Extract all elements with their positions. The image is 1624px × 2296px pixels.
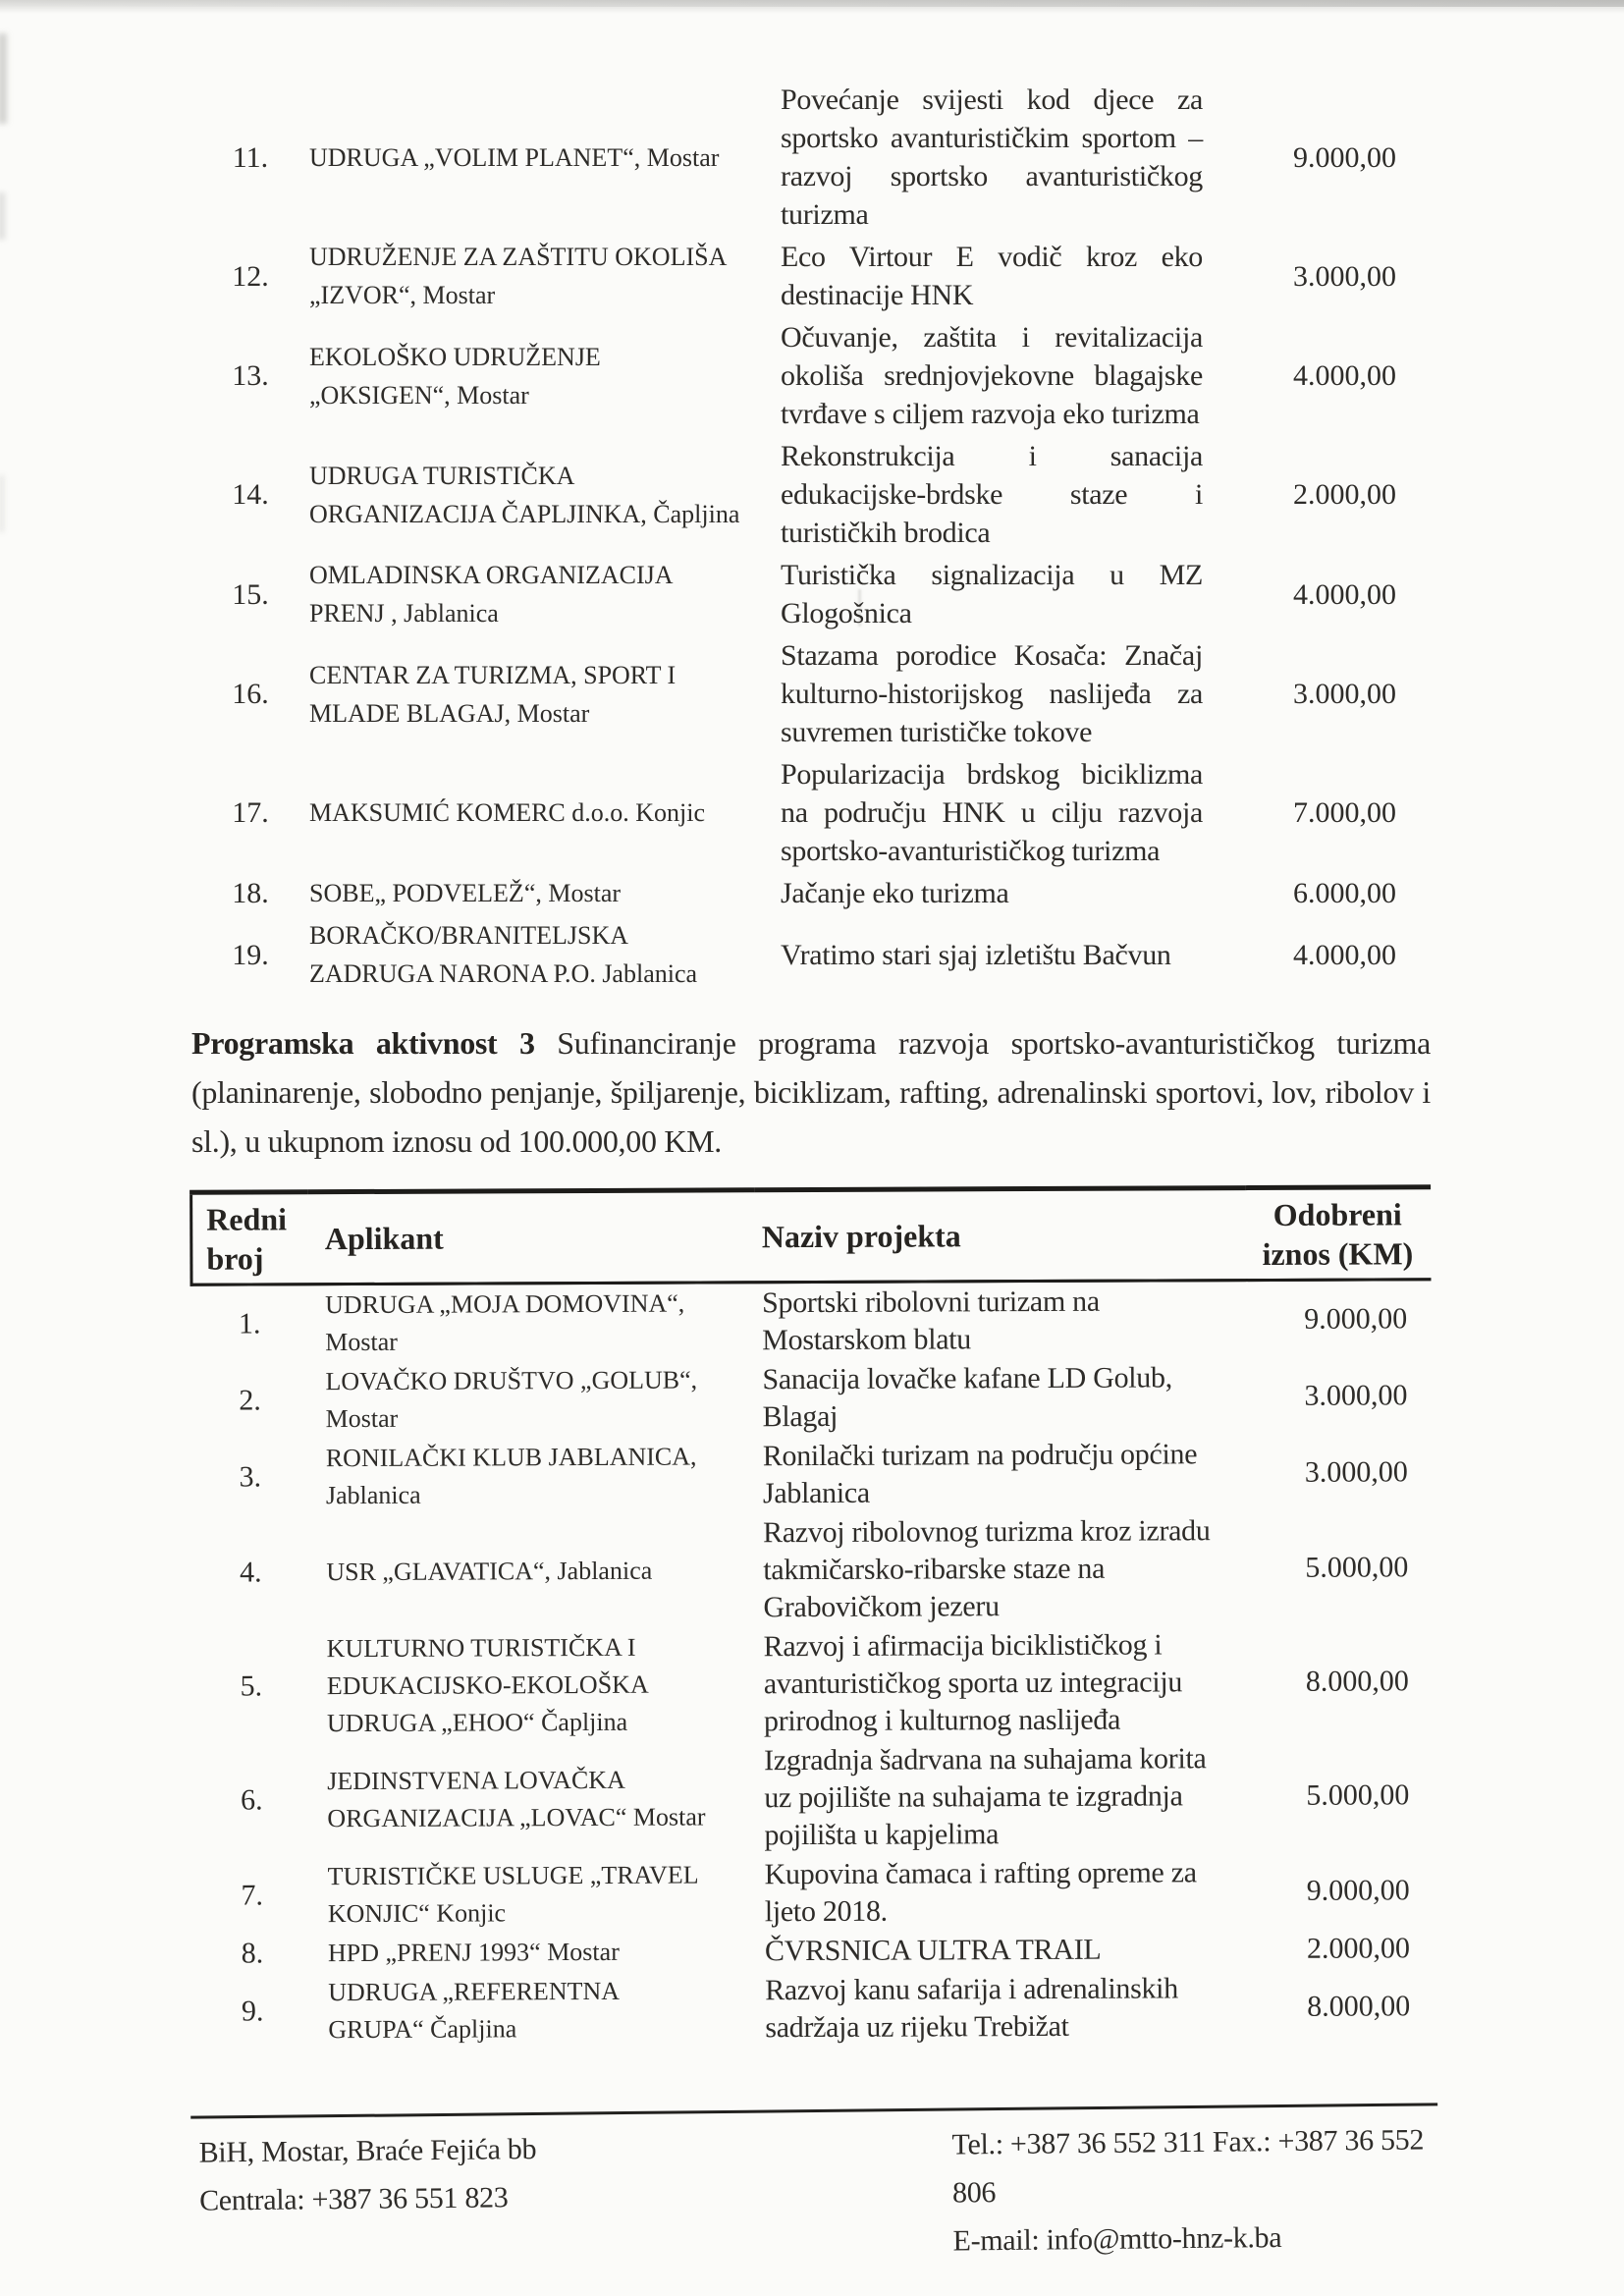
grant-row bbox=[191, 79, 1431, 236]
footer-tel-fax: Tel.: +387 36 552 311 Fax.: +387 36 552 806 bbox=[951, 2123, 1425, 2210]
column-header-naziv-projekta: Naziv projekta bbox=[754, 1188, 1245, 1283]
row-number: 6. bbox=[240, 1783, 263, 1817]
row-number: 2. bbox=[239, 1384, 261, 1417]
applicant-name: UDRUŽENJE ZA ZAŠTITU OKOLIŠA „IZVOR“, Mostar bbox=[309, 243, 726, 309]
project-title: Popularizacija brdskog biciklizma na području HNK u cilju razvoja sportsko-avanturističkog turizma bbox=[781, 758, 1203, 867]
grant-row bbox=[191, 914, 1431, 995]
project-title: Jačanje eko turizma bbox=[781, 877, 1009, 909]
applicant-name: JEDINSTVENA LOVAČKA ORGANIZACIJA „LOVAC“ Mostar bbox=[327, 1765, 706, 1833]
footer-address-block bbox=[190, 2125, 537, 2273]
grant-row bbox=[194, 1852, 1434, 1935]
project-title: Vratimo stari sjaj izletištu Bačvun bbox=[781, 938, 1171, 971]
applicant-name: USR „GLAVATICA“, Jablanica bbox=[326, 1556, 653, 1587]
grant-row bbox=[192, 1510, 1432, 1630]
grant-row bbox=[193, 1738, 1433, 1858]
row-number: 16. bbox=[232, 678, 269, 710]
row-number: 14. bbox=[232, 478, 269, 511]
scan-smudge bbox=[0, 33, 7, 124]
approved-amount: 2.000,00 bbox=[1293, 478, 1396, 511]
approved-amount: 6.000,00 bbox=[1293, 877, 1396, 909]
applicant-name: UDRUGA TURISTIČKA ORGANIZACIJA ČAPLJINKA, Čapljina bbox=[309, 461, 740, 528]
project-title: Sportski ribolovni turizam na Mostarskom blatu bbox=[762, 1285, 1100, 1357]
approved-amount: 5.000,00 bbox=[1306, 1778, 1410, 1812]
project-title: Turistička signalizacija u MZ Glogošnica bbox=[781, 559, 1203, 629]
approved-amount: 4.000,00 bbox=[1293, 577, 1396, 611]
approved-amount: 9.000,00 bbox=[1306, 1874, 1410, 1907]
applicant-name: MAKSUMIĆ KOMERC d.o.o. Konjic bbox=[309, 798, 706, 827]
document-content bbox=[191, 79, 1431, 2048]
row-number: 5. bbox=[240, 1669, 263, 1703]
applicant-name: OMLADINSKA ORGANIZACIJA PRENJ , Jablanica bbox=[309, 561, 673, 628]
project-title: Rekonstrukcija i sanacija edukacijske-brdske staze i turističkih brodica bbox=[781, 440, 1203, 549]
applicant-name: RONILAČKI KLUB JABLANICA, Jablanica bbox=[325, 1442, 697, 1510]
footer-centrala-phone: Centrala: +387 36 551 823 bbox=[198, 2181, 509, 2217]
grant-row bbox=[191, 316, 1431, 435]
row-number: 15. bbox=[232, 577, 269, 611]
applicant-name: UDRUGA „MOJA DOMOVINA“, Mostar bbox=[325, 1288, 685, 1357]
approved-amount: 8.000,00 bbox=[1307, 1990, 1411, 2023]
approved-amount: 9.000,00 bbox=[1293, 140, 1396, 174]
applicant-name: HPD „PRENJ 1993“ Mostar bbox=[327, 1937, 620, 1968]
grant-row bbox=[191, 753, 1431, 872]
grant-row bbox=[191, 1357, 1431, 1440]
grant-row bbox=[191, 236, 1431, 316]
page-footer bbox=[190, 2103, 1439, 2272]
applicant-name: SOBE„ PODVELEŽ“, Mostar bbox=[309, 879, 622, 907]
project-title: Razvoj kanu safarija i adrenalinskih sadržaja uz rijeku Trebižat bbox=[765, 1972, 1178, 2045]
row-number: 11. bbox=[232, 140, 269, 174]
approved-amount: 3.000,00 bbox=[1293, 259, 1396, 293]
row-number: 8. bbox=[241, 1937, 264, 1970]
program-activity-3-paragraph bbox=[191, 1018, 1431, 1166]
approved-amount: 7.000,00 bbox=[1293, 796, 1396, 829]
applicant-name: KULTURNO TURISTIČKA I EDUKACIJSKO-EKOLOŠKA UDRUGA „EHOO“ Čapljina bbox=[326, 1632, 648, 1738]
project-title: Izgradnja šadrvana na suhajama korita uz pojilište na suhajama te izgradnja pojilišta u kapjelima bbox=[764, 1742, 1207, 1852]
grant-row bbox=[191, 634, 1431, 753]
project-title: ČVRSNICA ULTRA TRAIL bbox=[764, 1933, 1102, 1968]
scan-edge-shadow-right bbox=[0, 0, 1624, 7]
row-number: 4. bbox=[239, 1556, 262, 1589]
approved-amount: 4.000,00 bbox=[1293, 938, 1396, 971]
footer-address: BiH, Mostar, Braće Fejića bb bbox=[198, 2132, 537, 2169]
footer-contact-block bbox=[951, 2115, 1439, 2265]
column-header-redni-broj: Redni broj bbox=[191, 1192, 307, 1285]
row-number: 9. bbox=[241, 1995, 264, 2028]
grant-row bbox=[192, 1434, 1432, 1516]
project-title: Kupovina čamaca i rafting opreme za ljeto 2018. bbox=[764, 1856, 1197, 1929]
column-header-aplikant: Aplikant bbox=[307, 1190, 754, 1285]
approved-amount: 8.000,00 bbox=[1305, 1665, 1409, 1698]
row-number: 18. bbox=[232, 877, 269, 909]
approved-amount: 4.000,00 bbox=[1293, 359, 1396, 392]
approved-amount: 2.000,00 bbox=[1306, 1932, 1411, 1965]
footer-email: E-mail: info@mtto-hnz-k.ba bbox=[952, 2221, 1282, 2258]
applicant-name: UDRUGA „VOLIM PLANET“, Mostar bbox=[309, 142, 720, 172]
project-title: Sanacija lovačke kafane LD Golub, Blagaj bbox=[762, 1361, 1172, 1434]
grants-table-activity-3 bbox=[189, 1184, 1434, 2050]
project-title: Ronilački turizam na području općine Jablanica bbox=[762, 1438, 1198, 1510]
applicant-name: CENTAR ZA TURIZMA, SPORT I MLADE BLAGAJ, Mostar bbox=[309, 660, 677, 728]
project-title: Eco Virtour E vodič kroz eko destinacije HNK bbox=[781, 241, 1203, 311]
grant-row bbox=[191, 435, 1431, 554]
applicant-name: UDRUGA „REFERENTNA GRUPA“ Čapljina bbox=[328, 1976, 619, 2045]
approved-amount: 3.000,00 bbox=[1304, 1455, 1408, 1489]
project-title: Razvoj i afirmacija biciklističkog i avanturističkog sporta uz integraciju prirodnog i kulturnog naslijeđa bbox=[763, 1628, 1183, 1738]
scan-smudge bbox=[0, 475, 4, 532]
approved-amount: 9.000,00 bbox=[1304, 1302, 1408, 1336]
scan-smudge bbox=[0, 192, 5, 240]
grant-row bbox=[191, 872, 1431, 914]
applicant-name: EKOLOŠKO UDRUŽENJE „OKSIGEN“, Mostar bbox=[309, 342, 601, 410]
project-title: Očuvanje, zaštita i revitalizacija okoliša srednjovjekovne blagajske tvrđave s ciljem razvoja eko turizma bbox=[781, 321, 1203, 430]
grant-row bbox=[194, 1929, 1434, 1974]
footer-divider-line bbox=[190, 2103, 1437, 2118]
row-number: 7. bbox=[241, 1879, 264, 1912]
approved-amount: 3.000,00 bbox=[1293, 678, 1396, 710]
row-number: 3. bbox=[239, 1460, 262, 1494]
project-title: Stazama porodice Kosača: Značaj kulturno-historijskog naslijeđa za suvremen turističke tokove bbox=[781, 639, 1203, 748]
approved-amount: 3.000,00 bbox=[1304, 1379, 1408, 1412]
grant-row bbox=[191, 554, 1431, 634]
approved-amount: 5.000,00 bbox=[1305, 1551, 1409, 1584]
program-activity-3-heading: Programska aktivnost 3 bbox=[191, 1025, 535, 1061]
project-title: Razvoj ribolovnog turizma kroz izradu takmičarsko-ribarske staze na Grabovičkom jezeru bbox=[763, 1514, 1211, 1624]
scan-edge-shadow bbox=[0, 0, 1624, 14]
grants-table-continued bbox=[191, 79, 1431, 995]
program-activity-3-text: Sufinanciranje programa razvoja sportsko-avanturističkog turizma (planinarenje, slobodno penjanje, špiljarenje, biciklizam, rafting, adrenalinski sportovi, lov, ribolov i sl.), u ukupnom iznosu od 100.000,00 KM. bbox=[191, 1025, 1431, 1159]
applicant-name: BORAČKO/BRANITELJSKA ZADRUGA NARONA P.O. Jablanica bbox=[309, 921, 698, 988]
row-number: 13. bbox=[232, 359, 269, 392]
grant-row bbox=[193, 1624, 1433, 1744]
table-header-row bbox=[191, 1187, 1431, 1285]
grant-row bbox=[191, 1280, 1431, 1363]
row-number: 17. bbox=[232, 796, 269, 829]
grant-row bbox=[194, 1968, 1434, 2050]
row-number: 19. bbox=[232, 938, 269, 971]
project-title: Povećanje svijesti kod djece za sportsko avanturističkim sportom – razvoj sportsko avanturističkog turizma bbox=[781, 83, 1203, 231]
applicant-name: LOVAČKO DRUŠTVO „GOLUB“, Mostar bbox=[325, 1365, 698, 1434]
row-number: 1. bbox=[238, 1307, 261, 1340]
row-number: 12. bbox=[232, 259, 269, 293]
column-header-odobreni-iznos: Odobreni iznos (KM) bbox=[1245, 1187, 1431, 1281]
applicant-name: TURISTIČKE USLUGE „TRAVEL KONJIC“ Konjic bbox=[327, 1860, 698, 1929]
